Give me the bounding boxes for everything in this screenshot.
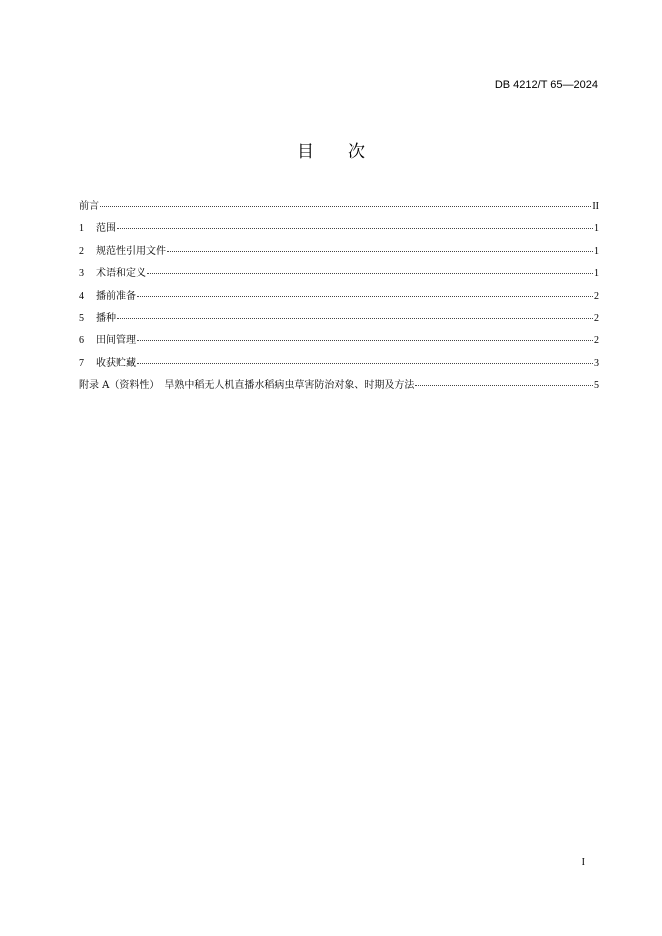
toc-entry-number: 3 (79, 268, 84, 280)
dot-leader (415, 384, 593, 386)
toc-entry-label: 前言 (79, 201, 99, 212)
toc-entry-appendix-a[interactable] (79, 379, 599, 401)
toc-entry-harvest-storage[interactable] (79, 357, 599, 379)
toc-entry-number: 6 (79, 335, 84, 347)
toc-entry-label: 规范性引用文件 (96, 245, 166, 257)
toc-entry-page: 2 (594, 312, 599, 324)
toc-entry-field-management[interactable] (79, 334, 599, 356)
toc-entry-foreword[interactable] (79, 200, 599, 222)
toc-entry-pre-sowing[interactable] (79, 290, 599, 312)
toc-entry-label: 附录 A（资料性） 旱熟中稻无人机直播水稻病虫草害防治对象、时期及方法 (79, 380, 415, 392)
toc-entry-scope[interactable] (79, 222, 599, 244)
title-part-2: 次 (348, 142, 365, 162)
dot-leader (117, 317, 593, 319)
dot-leader (137, 339, 593, 341)
page-number: I (581, 857, 585, 868)
dot-leader (147, 272, 593, 274)
toc-entry-number: 1 (79, 223, 84, 235)
table-of-contents (79, 200, 599, 402)
dot-leader (137, 295, 593, 297)
toc-entry-page: 1 (594, 245, 599, 257)
toc-entry-number: 7 (79, 357, 84, 369)
toc-entry-number: 2 (79, 245, 84, 257)
toc-entry-label: 田间管理 (96, 335, 136, 347)
toc-entry-label: 范围 (96, 223, 116, 235)
toc-entry-number: 5 (79, 312, 84, 324)
dot-leader (137, 362, 593, 364)
title-part-1: 目 (297, 142, 314, 162)
toc-entry-label: 播种 (96, 312, 116, 324)
toc-entry-label: 收获贮藏 (96, 357, 136, 369)
toc-entry-terms-definitions[interactable] (79, 267, 599, 289)
toc-entry-page: 1 (594, 268, 599, 280)
dot-leader (117, 227, 593, 229)
document-code: DB 4212/T 65—2024 (494, 79, 598, 91)
toc-entry-page: 5 (594, 380, 599, 392)
toc-entry-label: 播前准备 (96, 290, 136, 302)
toc-entry-page: 2 (594, 335, 599, 347)
dot-leader (100, 205, 591, 207)
toc-entry-normative-references[interactable] (79, 245, 599, 267)
dot-leader (167, 250, 593, 252)
toc-entry-page: 1 (594, 223, 599, 235)
toc-entry-page: 2 (594, 290, 599, 302)
toc-entry-page: 3 (594, 357, 599, 369)
toc-entry-label: 术语和定义 (96, 268, 146, 280)
toc-entry-number: 4 (79, 290, 84, 302)
page-title (0, 141, 662, 163)
toc-entry-sowing[interactable] (79, 312, 599, 334)
toc-entry-page: II (592, 201, 599, 212)
